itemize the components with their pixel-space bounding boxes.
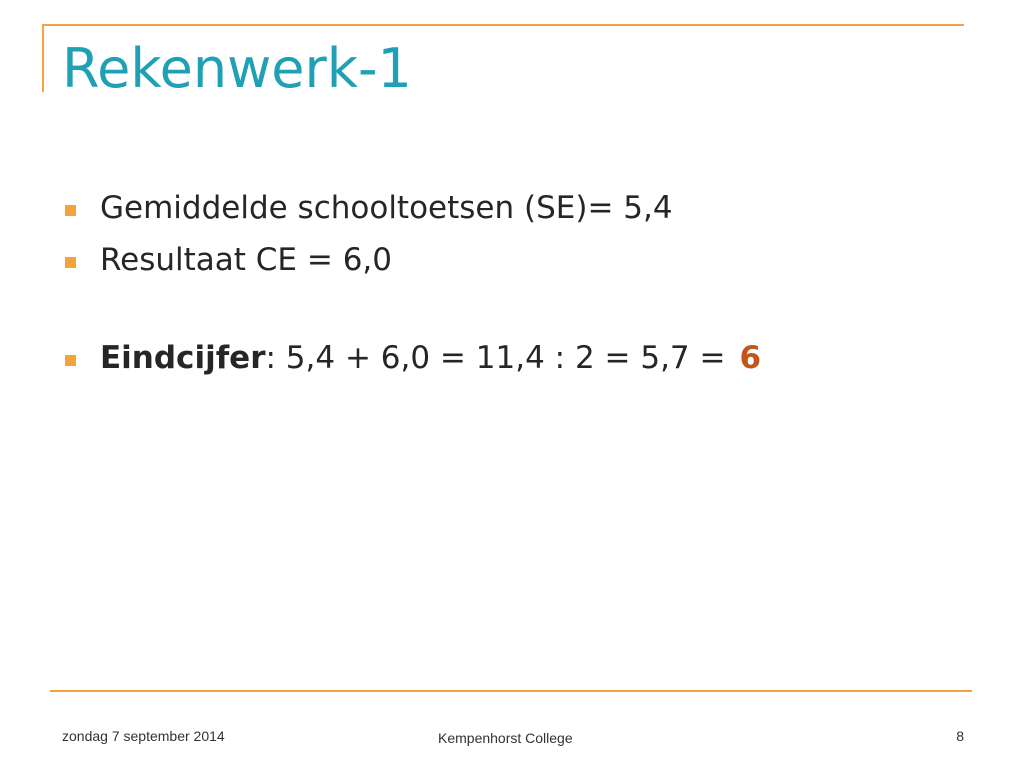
footer-date: zondag 7 september 2014 bbox=[62, 728, 225, 744]
square-bullet-icon bbox=[65, 205, 76, 216]
frame-top-line bbox=[42, 24, 964, 26]
slide-title: Rekenwerk-1 bbox=[62, 37, 412, 100]
eindcijfer-label: Eindcijfer bbox=[100, 340, 266, 376]
bullet-text: Gemiddelde schooltoetsen (SE)= 5,4 bbox=[100, 190, 673, 226]
square-bullet-icon bbox=[65, 257, 76, 268]
frame-left-line bbox=[42, 24, 44, 92]
bullet-text: Resultaat CE = 6,0 bbox=[100, 242, 393, 278]
bullet-item-ce bbox=[62, 240, 962, 292]
eindcijfer-result: 6 bbox=[739, 340, 762, 376]
footer-school-name: Kempenhorst College bbox=[438, 730, 573, 746]
bullet-list bbox=[62, 188, 962, 390]
square-bullet-icon bbox=[65, 355, 76, 366]
eindcijfer-calculation: : 5,4 + 6,0 = 11,4 : 2 = 5,7 = bbox=[265, 340, 726, 376]
footer-page-number: 8 bbox=[956, 728, 964, 744]
footer-divider-line bbox=[50, 690, 972, 692]
bullet-item-eindcijfer bbox=[62, 338, 962, 390]
bullet-item-se bbox=[62, 188, 962, 240]
